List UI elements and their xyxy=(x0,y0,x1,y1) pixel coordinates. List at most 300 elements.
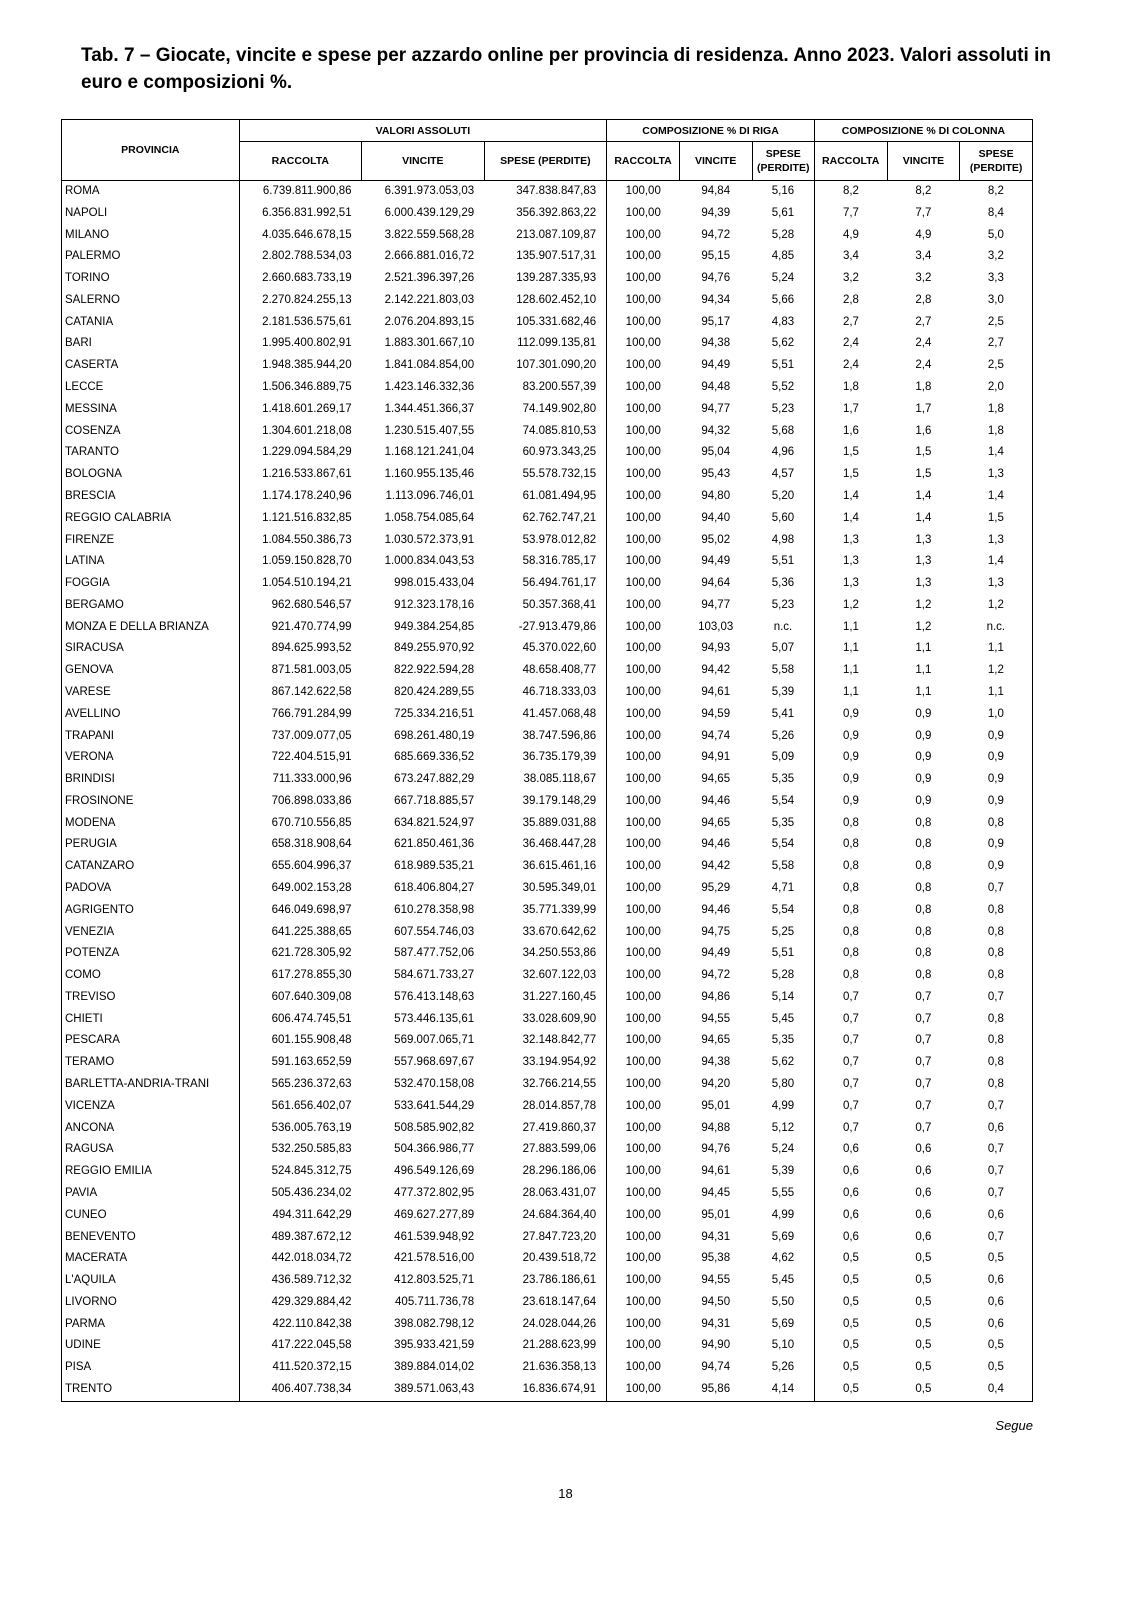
cell-raccolta-colonna: 1,1 xyxy=(814,660,887,682)
cell-raccolta-abs: 6.739.811.900,86 xyxy=(239,181,362,203)
cell-spese-colonna: 0,7 xyxy=(987,1099,1004,1112)
cell-raccolta-colonna: 0,8 xyxy=(814,813,887,835)
cell-vincite-colonna: 1,2 xyxy=(915,598,932,611)
cell-spese-riga: 4,99 xyxy=(771,1208,795,1221)
cell-raccolta-abs: 658.318.908,64 xyxy=(239,834,362,856)
cell-spese-riga: 5,14 xyxy=(771,990,795,1003)
cell-spese-colonna: 0,8 xyxy=(987,903,1004,916)
cell-vincite-riga: 94,55 xyxy=(701,1274,731,1287)
cell-vincite-abs: 1.230.515.407,55 xyxy=(384,424,475,437)
cell-vincite-colonna: 1,5 xyxy=(915,446,932,459)
cell-vincite-riga: 94,40 xyxy=(701,511,731,524)
table-row xyxy=(62,682,1033,704)
cell-raccolta-abs: 442.018.034,72 xyxy=(239,1248,362,1270)
cell-vincite-abs: 2.666.881.016,72 xyxy=(384,250,475,263)
cell-spese-colonna: 1,1 xyxy=(987,642,1004,655)
table-row xyxy=(62,355,1033,377)
cell-spese-abs: 105.331.682,46 xyxy=(516,315,597,328)
table-row xyxy=(62,769,1033,791)
cell-raccolta-colonna: 0,5 xyxy=(814,1335,887,1357)
cell-vincite-riga: 94,49 xyxy=(701,359,731,372)
cell-raccolta-colonna: 0,9 xyxy=(814,791,887,813)
cell-raccolta-abs: 532.250.585,83 xyxy=(239,1139,362,1161)
cell-spese-colonna: 0,7 xyxy=(987,1143,1004,1156)
table-row xyxy=(62,421,1033,443)
cell-spese-riga: 5,26 xyxy=(771,1361,795,1374)
cell-spese-riga: 5,26 xyxy=(771,729,795,742)
cell-vincite-colonna: 1,8 xyxy=(915,381,932,394)
cell-raccolta-colonna: 0,8 xyxy=(814,943,887,965)
cell-provincia: FROSINONE xyxy=(65,794,134,807)
cell-vincite-colonna: 1,6 xyxy=(915,424,932,437)
cell-raccolta-abs: 1.229.094.584,29 xyxy=(239,442,362,464)
cell-provincia: POTENZA xyxy=(65,947,120,960)
cell-spese-abs: 50.357.368,41 xyxy=(522,598,597,611)
cell-vincite-riga: 94,38 xyxy=(701,337,731,350)
cell-raccolta-riga: 100,00 xyxy=(607,1314,680,1336)
cell-spese-abs: 23.618.147,64 xyxy=(522,1295,597,1308)
cell-raccolta-colonna: 1,1 xyxy=(814,682,887,704)
cell-spese-riga: 5,09 xyxy=(771,751,795,764)
cell-provincia: MACERATA xyxy=(65,1252,128,1265)
cell-provincia: BARLETTA-ANDRIA-TRANI xyxy=(65,1078,210,1091)
cell-vincite-colonna: 0,5 xyxy=(915,1361,932,1374)
cell-vincite-riga: 94,84 xyxy=(701,185,731,197)
cell-vincite-colonna: 0,8 xyxy=(915,903,932,916)
cell-spese-colonna: 1,2 xyxy=(987,664,1004,677)
cell-vincite-colonna: 0,5 xyxy=(915,1252,932,1265)
cell-raccolta-colonna: 0,7 xyxy=(814,1030,887,1052)
cell-vincite-colonna: 0,7 xyxy=(915,1121,932,1134)
cell-vincite-riga: 95,04 xyxy=(701,446,731,459)
table-row xyxy=(62,638,1033,660)
table-row xyxy=(62,747,1033,769)
cell-spese-riga: 5,69 xyxy=(771,1317,795,1330)
table-row xyxy=(62,1096,1033,1118)
cell-spese-riga: 5,51 xyxy=(771,359,795,372)
header-spese-colonna-line2: (PERDITE) xyxy=(969,162,1023,174)
cell-vincite-riga: 94,46 xyxy=(701,794,731,807)
cell-spese-abs: 20.439.518,72 xyxy=(522,1252,597,1265)
table-row xyxy=(62,1379,1033,1401)
cell-vincite-riga: 94,59 xyxy=(701,707,731,720)
cell-vincite-colonna: 1,4 xyxy=(915,489,932,502)
cell-vincite-riga: 94,50 xyxy=(701,1295,731,1308)
cell-raccolta-riga: 100,00 xyxy=(607,486,680,508)
cell-provincia: ANCONA xyxy=(65,1121,115,1134)
table-row xyxy=(62,617,1033,639)
cell-vincite-abs: 532.470.158,08 xyxy=(394,1078,475,1091)
header-raccolta-riga: RACCOLTA xyxy=(607,142,680,181)
cell-raccolta-abs: 766.791.284,99 xyxy=(239,704,362,726)
cell-raccolta-riga: 100,00 xyxy=(607,508,680,530)
cell-provincia: UDINE xyxy=(65,1339,101,1352)
cell-spese-riga: 5,55 xyxy=(771,1186,795,1199)
cell-spese-colonna: 0,6 xyxy=(987,1317,1004,1330)
cell-spese-colonna: 3,0 xyxy=(987,293,1004,306)
table-row xyxy=(62,290,1033,312)
cell-vincite-colonna: 0,5 xyxy=(915,1339,932,1352)
cell-raccolta-colonna: 1,5 xyxy=(814,464,887,486)
table-row xyxy=(62,225,1033,247)
cell-provincia: TRAPANI xyxy=(65,729,114,742)
cell-raccolta-riga: 100,00 xyxy=(607,1270,680,1292)
cell-raccolta-riga: 100,00 xyxy=(607,1161,680,1183)
cell-spese-colonna: 0,7 xyxy=(987,1230,1004,1243)
cell-raccolta-colonna: 0,6 xyxy=(814,1205,887,1227)
cell-raccolta-abs: 1.216.533.867,61 xyxy=(239,464,362,486)
header-raccolta-abs: RACCOLTA xyxy=(239,142,362,181)
cell-provincia: PESCARA xyxy=(65,1034,120,1047)
cell-vincite-riga: 94,49 xyxy=(701,555,731,568)
cell-spese-abs: 16.836.674,91 xyxy=(522,1382,597,1395)
table-row xyxy=(62,268,1033,290)
cell-raccolta-abs: 1.084.550.386,73 xyxy=(239,530,362,552)
cell-provincia: VICENZA xyxy=(65,1099,115,1112)
cell-raccolta-riga: 100,00 xyxy=(607,377,680,399)
cell-spese-riga: 4,85 xyxy=(771,250,795,263)
cell-vincite-colonna: 2,4 xyxy=(915,359,932,372)
cell-vincite-abs: 1.344.451.366,37 xyxy=(384,402,475,415)
cell-spese-abs: 36.735.179,39 xyxy=(522,751,597,764)
cell-vincite-abs: 389.884.014,02 xyxy=(394,1361,475,1374)
cell-vincite-colonna: 0,8 xyxy=(915,882,932,894)
cell-raccolta-abs: 871.581.003,05 xyxy=(239,660,362,682)
cell-vincite-abs: 607.554.746,03 xyxy=(394,925,475,938)
cell-raccolta-abs: 655.604.996,37 xyxy=(239,856,362,878)
cell-vincite-colonna: 3,2 xyxy=(915,272,932,285)
table-row xyxy=(62,1314,1033,1336)
cell-spese-colonna: 0,9 xyxy=(987,860,1004,873)
cell-vincite-colonna: 1,7 xyxy=(915,402,932,415)
cell-raccolta-riga: 100,00 xyxy=(607,290,680,312)
cell-vincite-colonna: 0,7 xyxy=(915,1099,932,1112)
table-row xyxy=(62,312,1033,334)
cell-provincia: MONZA E DELLA BRIANZA xyxy=(65,620,209,633)
table-row xyxy=(62,1030,1033,1052)
cell-vincite-riga: 95,86 xyxy=(701,1382,731,1395)
cell-vincite-abs: 820.424.289,55 xyxy=(394,685,475,698)
cell-vincite-riga: 94,31 xyxy=(701,1230,731,1243)
cell-spese-colonna: 0,7 xyxy=(987,882,1004,894)
cell-vincite-riga: 94,90 xyxy=(701,1339,731,1352)
cell-spese-colonna: n.c. xyxy=(986,620,1006,633)
cell-spese-colonna: 0,8 xyxy=(987,1034,1004,1047)
header-spese-riga-line2: (PERDITE) xyxy=(756,162,810,174)
table-row xyxy=(62,203,1033,225)
cell-raccolta-abs: 894.625.993,52 xyxy=(239,638,362,660)
cell-raccolta-colonna: 0,8 xyxy=(814,965,887,987)
cell-spese-colonna: 2,5 xyxy=(987,359,1004,372)
cell-vincite-colonna: 1,3 xyxy=(915,533,932,546)
cell-vincite-riga: 95,17 xyxy=(701,315,731,328)
cell-spese-colonna: 1,4 xyxy=(987,446,1004,459)
cell-vincite-riga: 94,42 xyxy=(701,860,731,873)
cell-spese-abs: 28.014.857,78 xyxy=(522,1099,597,1112)
cell-vincite-colonna: 0,7 xyxy=(915,1034,932,1047)
table-row xyxy=(62,856,1033,878)
table-row xyxy=(62,1052,1033,1074)
cell-vincite-colonna: 2,4 xyxy=(915,337,932,350)
cell-vincite-riga: 94,88 xyxy=(701,1121,731,1134)
cell-vincite-riga: 94,64 xyxy=(701,577,731,590)
cell-raccolta-riga: 100,00 xyxy=(607,1335,680,1357)
cell-vincite-abs: 822.922.594,28 xyxy=(394,664,475,677)
cell-vincite-abs: 912.323.178,16 xyxy=(394,598,475,611)
cell-provincia: BRINDISI xyxy=(65,773,115,786)
cell-vincite-colonna: 7,7 xyxy=(915,206,932,219)
cell-provincia: CHIETI xyxy=(65,1012,103,1025)
cell-raccolta-colonna: 0,9 xyxy=(814,769,887,791)
cell-spese-riga: 5,51 xyxy=(771,947,795,960)
cell-spese-riga: 5,69 xyxy=(771,1230,795,1243)
cell-vincite-abs: 1.883.301.667,10 xyxy=(384,337,475,350)
cell-vincite-riga: 94,74 xyxy=(701,729,731,742)
cell-spese-riga: 5,25 xyxy=(771,925,795,938)
cell-vincite-riga: 94,74 xyxy=(701,1361,731,1374)
cell-vincite-colonna: 0,6 xyxy=(915,1186,932,1199)
cell-provincia: SALERNO xyxy=(65,293,120,306)
cell-raccolta-riga: 100,00 xyxy=(607,355,680,377)
cell-raccolta-colonna: 0,5 xyxy=(814,1379,887,1401)
cell-raccolta-abs: 505.436.234,02 xyxy=(239,1183,362,1205)
cell-raccolta-colonna: 0,7 xyxy=(814,1074,887,1096)
cell-spese-riga: 5,54 xyxy=(771,838,795,851)
cell-spese-abs: 30.595.349,01 xyxy=(522,882,597,894)
cell-raccolta-abs: 411.520.372,15 xyxy=(239,1357,362,1379)
cell-spese-abs: 35.771.339,99 xyxy=(522,903,597,916)
cell-raccolta-colonna: 0,8 xyxy=(814,834,887,856)
cell-spese-riga: 5,52 xyxy=(771,381,795,394)
cell-spese-abs: 135.907.517,31 xyxy=(516,250,597,263)
cell-vincite-riga: 94,49 xyxy=(701,947,731,960)
cell-raccolta-abs: 2.270.824.255,13 xyxy=(239,290,362,312)
cell-provincia: VARESE xyxy=(65,685,111,698)
cell-provincia: TARANTO xyxy=(65,446,119,459)
cell-vincite-abs: 698.261.480,19 xyxy=(394,729,475,742)
cell-raccolta-colonna: 0,8 xyxy=(814,878,887,900)
table-row xyxy=(62,1118,1033,1140)
cell-raccolta-colonna: 1,4 xyxy=(814,508,887,530)
header-composizione-colonna: COMPOSIZIONE % DI COLONNA xyxy=(814,120,1032,142)
cell-spese-riga: 5,20 xyxy=(771,489,795,502)
cell-raccolta-abs: 1.418.601.269,17 xyxy=(239,399,362,421)
cell-raccolta-riga: 100,00 xyxy=(607,1074,680,1096)
cell-raccolta-colonna: 7,7 xyxy=(814,203,887,225)
cell-provincia: FOGGIA xyxy=(65,577,110,590)
cell-provincia: LECCE xyxy=(65,381,104,394)
cell-provincia: AVELLINO xyxy=(65,707,121,720)
cell-spese-riga: 5,35 xyxy=(771,1034,795,1047)
cell-spese-riga: 5,39 xyxy=(771,685,795,698)
table-row xyxy=(62,464,1033,486)
cell-spese-colonna: 1,5 xyxy=(987,511,1004,524)
cell-raccolta-colonna: 8,2 xyxy=(814,181,887,203)
cell-spese-riga: 4,57 xyxy=(771,468,795,481)
cell-spese-colonna: 0,6 xyxy=(987,1274,1004,1287)
table-row xyxy=(62,377,1033,399)
cell-raccolta-riga: 100,00 xyxy=(607,834,680,856)
cell-raccolta-riga: 100,00 xyxy=(607,1030,680,1052)
cell-vincite-colonna: 0,7 xyxy=(915,1078,932,1091)
cell-spese-riga: 5,50 xyxy=(771,1295,795,1308)
table-row xyxy=(62,551,1033,573)
cell-vincite-colonna: 1,2 xyxy=(915,620,932,633)
cell-spese-riga: 5,36 xyxy=(771,577,795,590)
cell-spese-abs: 53.978.012,82 xyxy=(522,533,597,546)
cell-raccolta-colonna: 1,5 xyxy=(814,442,887,464)
cell-vincite-abs: 2.521.396.397,26 xyxy=(384,272,475,285)
table-row xyxy=(62,1335,1033,1357)
cell-raccolta-abs: 1.121.516.832,85 xyxy=(239,508,362,530)
cell-vincite-riga: 94,39 xyxy=(701,206,731,219)
cell-raccolta-colonna: 1,1 xyxy=(814,617,887,639)
cell-spese-abs: 39.179.148,29 xyxy=(522,794,597,807)
cell-raccolta-riga: 100,00 xyxy=(607,1118,680,1140)
cell-raccolta-colonna: 0,7 xyxy=(814,1118,887,1140)
cell-provincia: PADOVA xyxy=(65,882,112,894)
cell-vincite-colonna: 0,9 xyxy=(915,707,932,720)
cell-vincite-riga: 95,38 xyxy=(701,1252,731,1265)
cell-raccolta-riga: 100,00 xyxy=(607,1292,680,1314)
cell-vincite-abs: 405.711.736,78 xyxy=(395,1295,475,1308)
table-row xyxy=(62,399,1033,421)
cell-raccolta-colonna: 0,5 xyxy=(814,1248,887,1270)
cell-vincite-abs: 496.549.126,69 xyxy=(394,1165,475,1178)
cell-raccolta-abs: 606.474.745,51 xyxy=(239,1009,362,1031)
cell-raccolta-riga: 100,00 xyxy=(607,922,680,944)
cell-spese-riga: 5,35 xyxy=(771,816,795,829)
cell-spese-colonna: 0,9 xyxy=(987,773,1004,786)
cell-spese-riga: 5,28 xyxy=(771,969,795,982)
cell-spese-riga: 5,58 xyxy=(771,860,795,873)
cell-raccolta-riga: 100,00 xyxy=(607,1183,680,1205)
cell-vincite-riga: 95,15 xyxy=(701,250,731,263)
cell-vincite-riga: 94,75 xyxy=(701,925,731,938)
cell-spese-abs: 36.468.447,28 xyxy=(522,838,597,851)
cell-spese-riga: 5,23 xyxy=(771,402,795,415)
table-body xyxy=(62,181,1033,1402)
cell-spese-abs: 32.607.122,03 xyxy=(522,969,597,982)
cell-vincite-abs: 461.539.948,92 xyxy=(394,1230,475,1243)
cell-raccolta-riga: 100,00 xyxy=(607,595,680,617)
cell-vincite-colonna: 0,5 xyxy=(915,1382,932,1395)
cell-vincite-colonna: 2,7 xyxy=(915,315,932,328)
cell-spese-riga: 5,61 xyxy=(771,206,795,219)
cell-provincia: BARI xyxy=(65,337,92,350)
cell-vincite-abs: 949.384.254,85 xyxy=(394,620,475,633)
data-table xyxy=(61,119,1033,1402)
cell-vincite-colonna: 0,8 xyxy=(915,838,932,851)
cell-vincite-abs: 533.641.544,29 xyxy=(394,1099,475,1112)
cell-vincite-colonna: 0,5 xyxy=(915,1274,932,1287)
cell-raccolta-colonna: 2,7 xyxy=(814,312,887,334)
table-row xyxy=(62,922,1033,944)
cell-raccolta-abs: 536.005.763,19 xyxy=(239,1118,362,1140)
cell-vincite-colonna: 1,1 xyxy=(915,685,932,698)
table-row xyxy=(62,900,1033,922)
cell-raccolta-riga: 100,00 xyxy=(607,421,680,443)
cell-spese-abs: 27.419.860,37 xyxy=(522,1121,597,1134)
cell-provincia: CATANZARO xyxy=(65,860,135,873)
cell-vincite-abs: 395.933.421,59 xyxy=(394,1339,475,1352)
cell-spese-colonna: 1,8 xyxy=(987,402,1004,415)
cell-spese-abs: 55.578.732,15 xyxy=(522,468,597,481)
cell-raccolta-abs: 591.163.652,59 xyxy=(239,1052,362,1074)
cell-vincite-abs: 1.160.955.135,46 xyxy=(384,468,475,481)
header-spese-colonna xyxy=(960,142,1033,181)
cell-spese-riga: 5,24 xyxy=(771,272,795,285)
cell-raccolta-riga: 100,00 xyxy=(607,638,680,660)
cell-raccolta-riga: 100,00 xyxy=(607,399,680,421)
cell-raccolta-colonna: 1,1 xyxy=(814,638,887,660)
cell-spese-riga: 5,35 xyxy=(771,773,795,786)
cell-provincia: PAVIA xyxy=(65,1186,98,1199)
cell-provincia: PERUGIA xyxy=(65,838,117,851)
cell-raccolta-abs: 621.728.305,92 xyxy=(239,943,362,965)
cell-vincite-abs: 569.007.065,71 xyxy=(394,1034,475,1047)
cell-raccolta-colonna: 0,5 xyxy=(814,1357,887,1379)
table-row xyxy=(62,813,1033,835)
cell-provincia: PALERMO xyxy=(65,250,121,263)
cell-raccolta-abs: 436.589.712,32 xyxy=(239,1270,362,1292)
cell-provincia: NAPOLI xyxy=(65,206,108,219)
cell-raccolta-colonna: 0,5 xyxy=(814,1270,887,1292)
cell-spese-riga: 5,62 xyxy=(771,1056,795,1069)
cell-raccolta-abs: 1.059.150.828,70 xyxy=(239,551,362,573)
cell-spese-riga: 5,54 xyxy=(771,794,795,807)
cell-spese-abs: 34.250.553,86 xyxy=(522,947,597,960)
cell-spese-colonna: 3,2 xyxy=(987,250,1004,263)
cell-raccolta-abs: 641.225.388,65 xyxy=(239,922,362,944)
cell-raccolta-riga: 100,00 xyxy=(607,333,680,355)
cell-spese-colonna: 0,9 xyxy=(987,838,1004,851)
header-vincite-colonna: VINCITE xyxy=(887,142,960,181)
cell-vincite-abs: 6.000.439.129,29 xyxy=(384,206,475,219)
cell-provincia: MODENA xyxy=(65,816,116,829)
cell-provincia: LIVORNO xyxy=(65,1295,117,1308)
cell-spese-colonna: 0,5 xyxy=(987,1361,1004,1374)
table-title: Tab. 7 – Giocate, vincite e spese per azzardo online per provincia di residenza. Anno 2023. Valori assoluti in euro e composizioni %. xyxy=(81,45,1051,93)
cell-spese-riga: 5,58 xyxy=(771,664,795,677)
cell-spese-riga: 5,60 xyxy=(771,511,795,524)
cell-spese-abs: 38.085.118,67 xyxy=(523,773,597,786)
cell-vincite-riga: 94,65 xyxy=(701,816,731,829)
cell-spese-colonna: 0,8 xyxy=(987,925,1004,938)
header-vincite-riga: VINCITE xyxy=(679,142,752,181)
cell-vincite-riga: 94,31 xyxy=(701,1317,731,1330)
cell-provincia: SIRACUSA xyxy=(65,642,124,655)
cell-raccolta-abs: 4.035.646.678,15 xyxy=(239,225,362,247)
cell-raccolta-riga: 100,00 xyxy=(607,617,680,639)
cell-raccolta-riga: 100,00 xyxy=(607,551,680,573)
cell-raccolta-abs: 1.506.346.889,75 xyxy=(239,377,362,399)
cell-provincia: TREVISO xyxy=(65,990,116,1003)
header-spese-colonna-line1: SPESE xyxy=(978,148,1014,160)
cell-spese-abs: 33.670.642,62 xyxy=(522,925,597,938)
table-row xyxy=(62,878,1033,900)
cell-raccolta-riga: 100,00 xyxy=(607,1139,680,1161)
cell-raccolta-colonna: 0,8 xyxy=(814,922,887,944)
cell-spese-riga: 4,99 xyxy=(771,1099,795,1112)
table-row xyxy=(62,726,1033,748)
cell-raccolta-colonna: 1,6 xyxy=(814,421,887,443)
cell-raccolta-riga: 100,00 xyxy=(607,573,680,595)
cell-raccolta-abs: 417.222.045,58 xyxy=(239,1335,362,1357)
cell-vincite-colonna: 0,5 xyxy=(915,1317,932,1330)
cell-spese-riga: 4,98 xyxy=(771,533,795,546)
cell-vincite-riga: 94,76 xyxy=(701,272,731,285)
